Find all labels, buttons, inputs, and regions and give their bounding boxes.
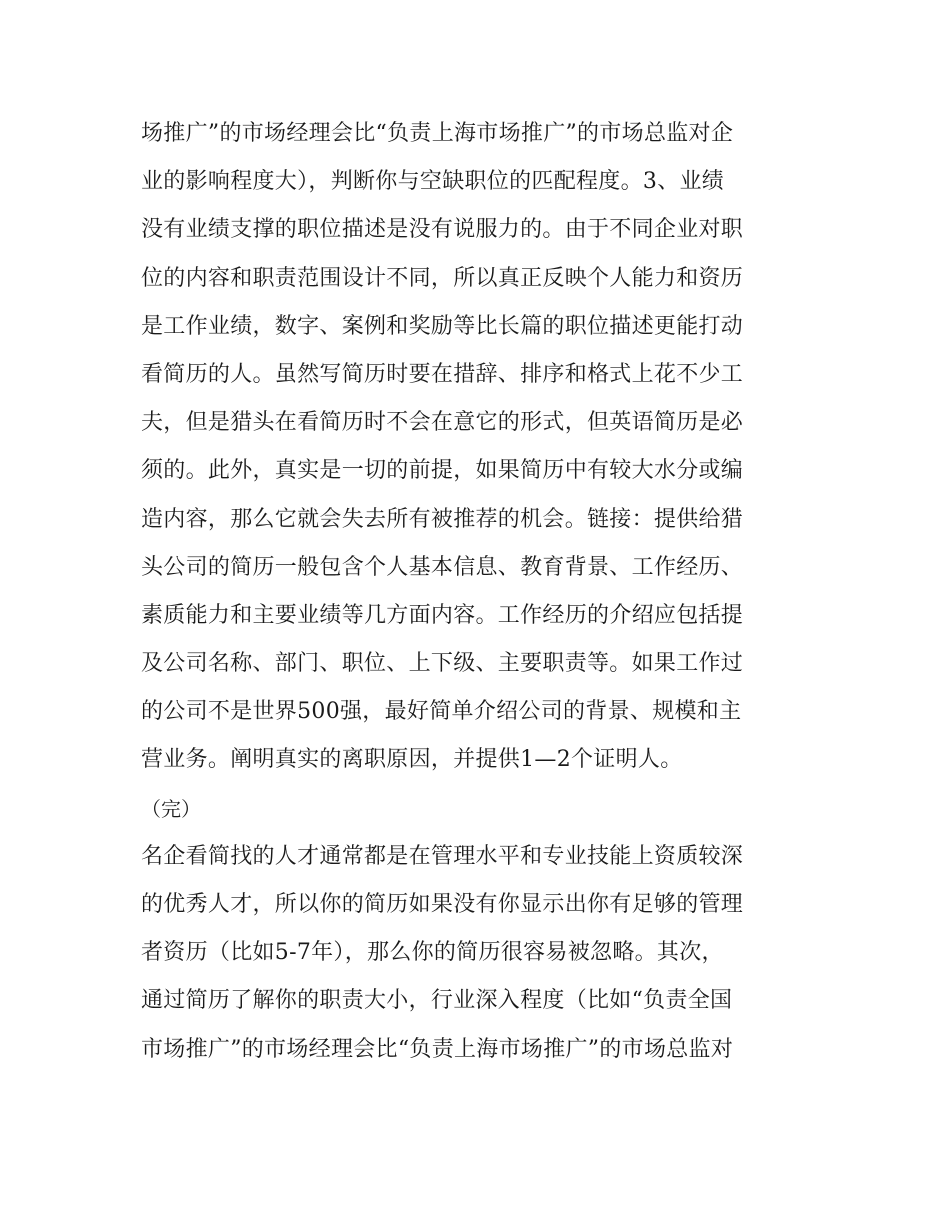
text-line: 素质能力和主要业绩等几方面内容。工作经历的介绍应包括提	[141, 602, 744, 628]
text-line: 看简历的人。虽然写简历时要在措辞、排序和格式上花不少工	[141, 361, 744, 387]
text-line: 名企看简找的人才通常都是在管理水平和专业技能上资质较深	[141, 843, 744, 869]
text-line: 者资历（比如5-7年），那么你的简历很容易被忽略。其次，	[141, 940, 724, 966]
body-text	[141, 110, 821, 1074]
text-line: 的优秀人才，所以你的简历如果没有你显示出你有足够的管理	[141, 892, 744, 917]
text-line: 位的内容和职责范围设计不同，所以真正反映个人能力和资历	[141, 265, 744, 291]
text-line: 须的。此外，真实是一切的前提，如果简历中有较大水分或编	[141, 458, 744, 484]
text-line: 造内容，那么它就会失去所有被推荐的机会。链接：提供给猎	[141, 506, 744, 532]
text-line: 市场推广”的市场经理会比“负责上海市场推广”的市场总监对	[141, 1036, 734, 1062]
text-line: 头公司的简历一般包含个人基本信息、教育背景、工作经历、	[141, 554, 744, 580]
text-line: 是工作业绩，数字、案例和奖励等比长篇的职位描述更能打动	[141, 313, 744, 339]
text-line: 通过简历了解你的职责大小，行业深入程度（比如“负责全国	[141, 988, 733, 1014]
text-line: 夫，但是猎头在看简历时不会在意它的形式，但英语简历是必	[141, 410, 744, 436]
text-line: 没有业绩支撑的职位描述是没有说服力的。由于不同企业对职	[141, 217, 744, 243]
section-end-marker: （完）	[141, 796, 201, 821]
text-line: 场推广”的市场经理会比“负责上海市场推广”的市场总监对企	[141, 121, 734, 146]
text-line: 营业务。阐明真实的离职原因，并提供1—2个证明人。	[141, 747, 683, 773]
text-line: 业的影响程度大），判断你与空缺职位的匹配程度。3、业绩	[141, 169, 725, 195]
text-line: 及公司名称、部门、职位、上下级、主要职责等。如果工作过	[141, 651, 744, 677]
text-line: 的公司不是世界500强，最好简单介绍公司的背景、规模和主	[141, 699, 742, 725]
